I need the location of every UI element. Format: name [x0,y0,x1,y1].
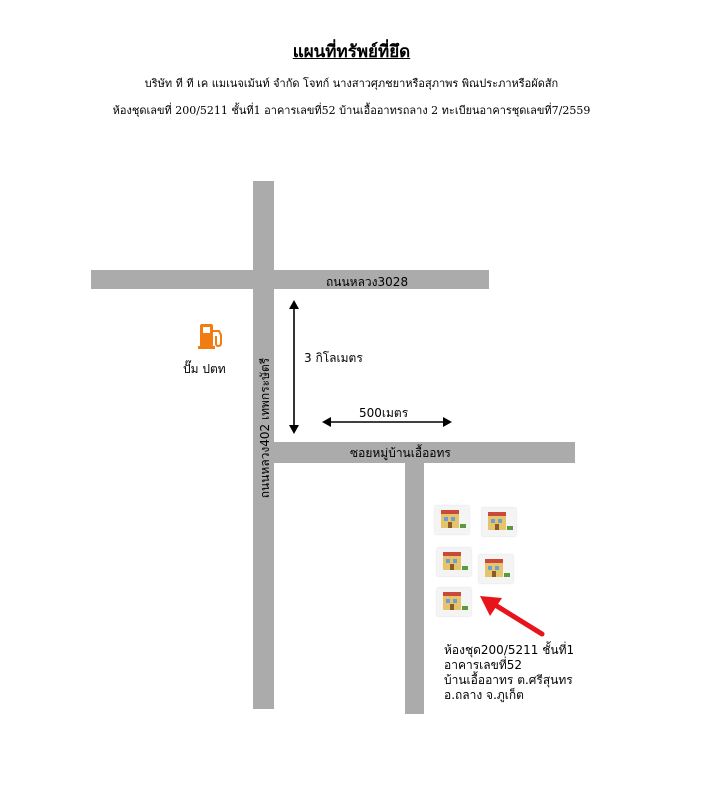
distance-vertical-label: 3 กิโลเมตร [304,351,363,365]
building-icon [482,508,516,536]
road-label-soi: ซอยหมู่บ้านเอื้ออทร [350,446,451,460]
header-property-line: ห้องชุดเลขที่ 200/5211 ชั้นที่1 อาคารเลขที่52 บ้านเอื้ออาทรถลาง 2 ทะเบียนอาคารชุดเลขที่7/2559 [112,104,591,117]
road-label-top: ถนนหลวง3028 [326,275,409,289]
building-icon [437,548,471,576]
property-address [444,643,574,703]
building-icon [479,555,513,583]
property-pointer-arrow [478,594,548,640]
distance-horizontal-label: 500เมตร [359,406,409,420]
property-address-line: อาคารเลขที่52 [444,658,522,672]
building-icon-target [437,588,471,616]
page-title: แผนที่ทรัพย์ที่ยึด [292,42,411,62]
distance-vertical-arrow [284,300,304,434]
road-top [91,270,489,289]
gas-station-icon [197,321,227,351]
header-parties-line: บริษัท ที ที เค แมเนจเม้นท์ จำกัด โจทก์ นางสาวศุภชยาหรือสุภาพร พิณประภาหรือผัดสัก [144,77,559,90]
property-address-line: บ้านเอื้ออาทร ต.ศรีสุนทร [444,673,573,687]
property-address-line: ห้องชุด200/5211 ชั้นที่1 [444,643,575,657]
road-label-main: ถนนหลวง402 เทพกระษัตรี [258,357,272,499]
gas-station-label: ปั๊ม ปตท [183,362,226,376]
building-icon [435,506,469,534]
property-address-line: อ.ถลาง จ.ภูเก็ต [444,688,524,702]
road-soi-branch [405,463,424,714]
